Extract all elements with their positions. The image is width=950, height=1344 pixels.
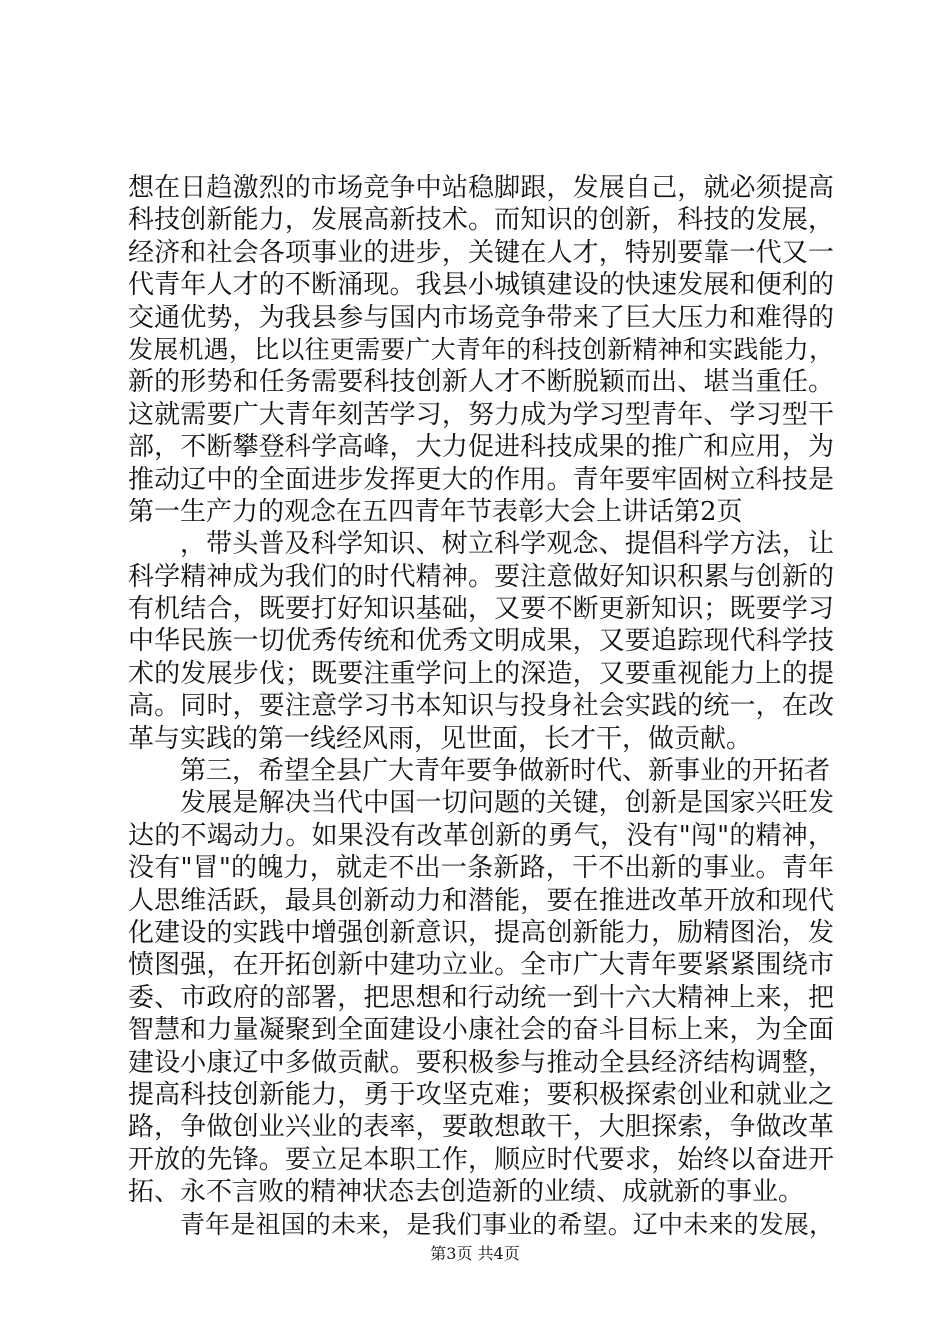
- text-line: 建设小康辽中多做贡献。要积极参与推动全县经济结构调整，: [128, 1047, 834, 1078]
- text-line: 愤图强，在开拓创新中建功立业。全市广大青年要紧紧围绕市: [128, 950, 834, 981]
- text-line: 发展是解决当代中国一切问题的关键，创新是国家兴旺发: [180, 788, 834, 819]
- section-heading: 第三，希望全县广大青年要争做新时代、新事业的开拓者: [180, 756, 831, 787]
- text-line: 新的形势和任务需要科技创新人才不断脱颖而出、堪当重任。: [128, 367, 834, 398]
- text-line: 科技创新能力，发展高新技术。而知识的创新，科技的发展，: [128, 205, 834, 236]
- text-line: 发展机遇，比以往更需要广大青年的科技创新精神和实践能力，: [128, 334, 834, 364]
- text-line: 科学精神成为我们的时代精神。要注意做好知识积累与创新的: [128, 561, 834, 592]
- page-number-footer: 第3页 共4页: [430, 1244, 520, 1263]
- text-line: 没有"冒"的魄力，就走不出一条新路，干不出新的事业。青年: [128, 853, 834, 884]
- text-line: 路，争做创业兴业的表率，要敢想敢干，大胆探索，争做改革: [128, 1112, 834, 1143]
- text-line: 开放的先锋。要立足本职工作，顺应时代要求，始终以奋进开: [128, 1144, 834, 1175]
- text-line: 中华民族一切优秀传统和优秀文明成果，又要追踪现代科学技: [128, 626, 834, 657]
- text-line: 术的发展步伐；既要注重学问上的深造，又要重视能力上的提: [128, 658, 834, 689]
- text-line: 部，不断攀登科学高峰，大力促进科技成果的推广和应用，为: [128, 432, 834, 463]
- text-line: 青年是祖国的未来，是我们事业的希望。辽中未来的发展，: [180, 1209, 834, 1239]
- text-line: 智慧和力量凝聚到全面建设小康社会的奋斗目标上来，为全面: [128, 1015, 834, 1046]
- text-line: 想在日趋激烈的市场竞争中站稳脚跟，发展自己，就必须提高: [128, 173, 834, 203]
- text-line: 提高科技创新能力，勇于攻坚克难；要积极探索创业和就业之: [128, 1079, 834, 1110]
- text-line: 人思维活跃，最具创新动力和潜能，要在推进改革开放和现代: [128, 885, 834, 916]
- text-line: 革与实践的第一线经风雨，见世面，长才干，做贡献。: [128, 723, 753, 754]
- text-line: 经济和社会各项事业的进步，关键在人才，特别要靠一代又一: [128, 237, 834, 268]
- text-line: 这就需要广大青年刻苦学习，努力成为学习型青年、学习型干: [128, 399, 834, 430]
- text-line: 代青年人才的不断涌现。我县小城镇建设的快速发展和便利的: [128, 270, 834, 301]
- text-line: 拓、永不言败的精神状态去创造新的业绩、成就新的事业。: [128, 1177, 805, 1208]
- document-body: [128, 172, 834, 1241]
- text-line: 推动辽中的全面进步发挥更大的作用。青年要牢固树立科技是: [128, 464, 834, 495]
- text-line: 交通优势，为我县参与国内市场竞争带来了巨大压力和难得的: [128, 302, 834, 333]
- text-line: 有机结合，既要打好知识基础，又要不断更新知识；既要学习: [128, 594, 834, 625]
- text-line: 化建设的实践中增强创新意识，提高创新能力，励精图治，发: [128, 917, 834, 948]
- text-line: ，带头普及科学知识、树立科学观念、提倡科学方法，让: [180, 529, 834, 560]
- text-line: 委、市政府的部署，把思想和行动统一到十六大精神上来，把: [128, 982, 834, 1013]
- text-line: 第一生产力的观念在五四青年节表彰大会上讲话第2页: [128, 496, 743, 527]
- text-line: 高。同时，要注意学习书本知识与投身社会实践的统一，在改: [128, 691, 834, 722]
- text-line: 达的不竭动力。如果没有改革创新的勇气，没有"闯"的精神，: [128, 820, 834, 851]
